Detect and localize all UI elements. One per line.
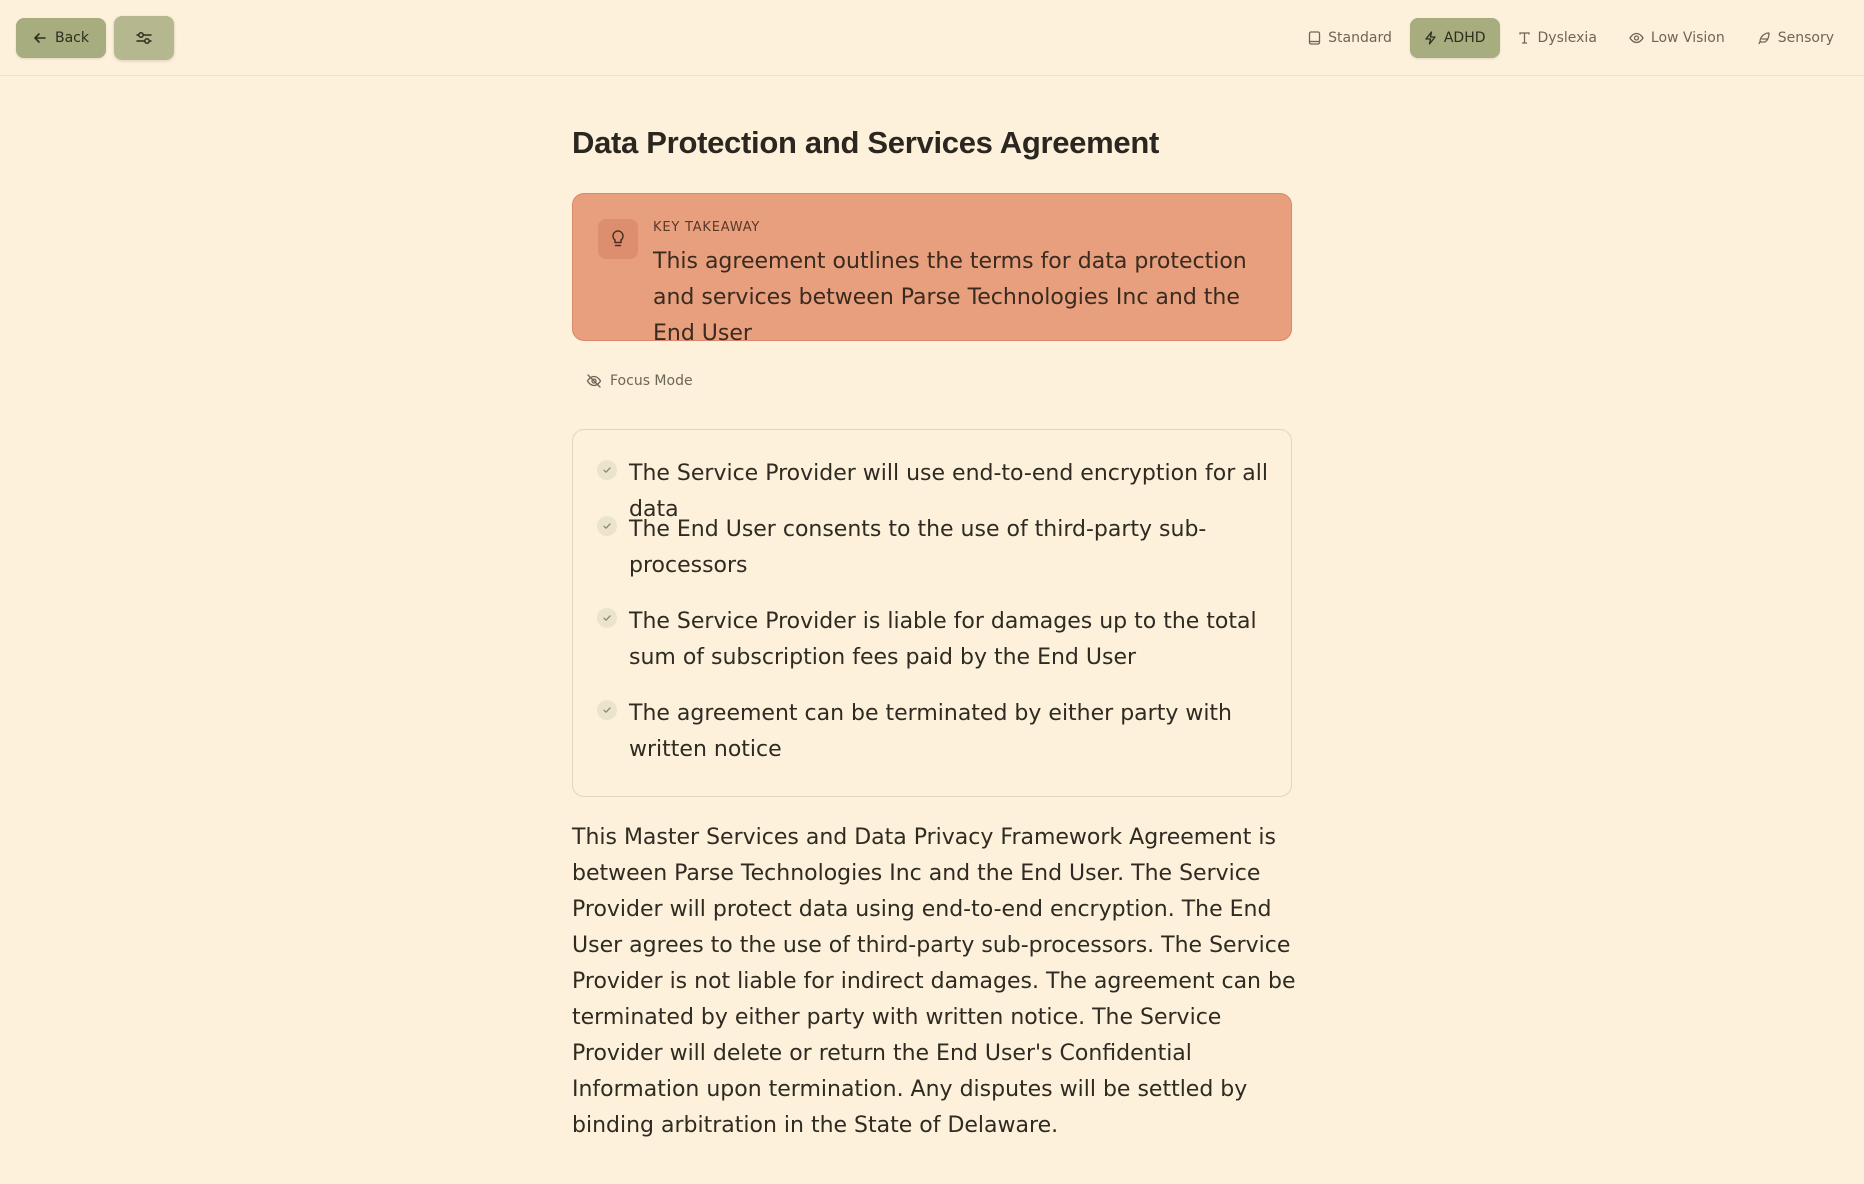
lightbulb-icon (598, 219, 638, 259)
type-icon (1518, 31, 1531, 45)
bullet-text: The End User consents to the use of third-party sub-processors (629, 517, 1207, 578)
mode-sensory-label: Sensory (1777, 30, 1834, 46)
focus-mode-label: Focus Mode (610, 373, 693, 389)
settings-button[interactable] (114, 16, 174, 60)
back-button[interactable] (16, 18, 106, 58)
mode-dyslexia[interactable] (1504, 18, 1611, 58)
mode-low-vision-label: Low Vision (1650, 30, 1725, 46)
book-icon (1308, 31, 1321, 45)
focus-mode-toggle[interactable] (586, 373, 693, 389)
mode-standard[interactable] (1294, 18, 1406, 58)
mode-low-vision[interactable] (1615, 18, 1739, 58)
mode-sensory[interactable] (1743, 18, 1848, 58)
key-takeaway-label: KEY TAKEAWAY (653, 220, 761, 235)
lightning-icon (1424, 31, 1437, 45)
sliders-icon (135, 29, 153, 47)
summary-bullets (572, 429, 1292, 797)
top-bar (0, 0, 1864, 76)
bullet-text: The Service Provider will use end-to-end encryption for all data (629, 461, 1268, 522)
mode-adhd-label: ADHD (1443, 30, 1486, 46)
feather-icon (1757, 31, 1771, 45)
bullet-text: The Service Provider is liable for damages up to the total sum of subscription fees paid by the End User (629, 609, 1257, 670)
check-icon (597, 516, 617, 536)
key-takeaway-card (572, 193, 1292, 346)
check-icon (597, 460, 617, 480)
check-icon (597, 700, 617, 720)
reading-mode-selector (1294, 18, 1848, 58)
mode-dyslexia-label: Dyslexia (1537, 30, 1597, 46)
document-body: This Master Services and Data Privacy Framework Agreement is between Parse Technologies Inc and the End User. The Service Provider will protect data using end-to-end encryption. The End User agrees to the use of third-party sub-processors. The Service Provider is not liable for indirect damages. The agreement can be terminated by either party with written notice. The Service Provider will delete or return the End User's Confidential Information upon termination. Any disputes will be settled by binding arbitration in the State of Delaware. (572, 825, 1296, 1138)
eye-off-icon (586, 373, 602, 389)
arrow-left-icon (33, 31, 47, 45)
bullet-text: The agreement can be terminated by either party with written notice (629, 701, 1233, 762)
key-takeaway-text: This agreement outlines the terms for data protection and services between Parse Technologies Inc and the End User (653, 249, 1247, 346)
check-icon (597, 608, 617, 628)
mode-standard-label: Standard (1328, 30, 1392, 46)
page-title: Data Protection and Services Agreement (572, 125, 1159, 160)
mode-adhd[interactable] (1410, 18, 1500, 58)
back-button-label: Back (55, 30, 89, 46)
eye-icon (1629, 31, 1644, 45)
document-content (572, 120, 1296, 1138)
